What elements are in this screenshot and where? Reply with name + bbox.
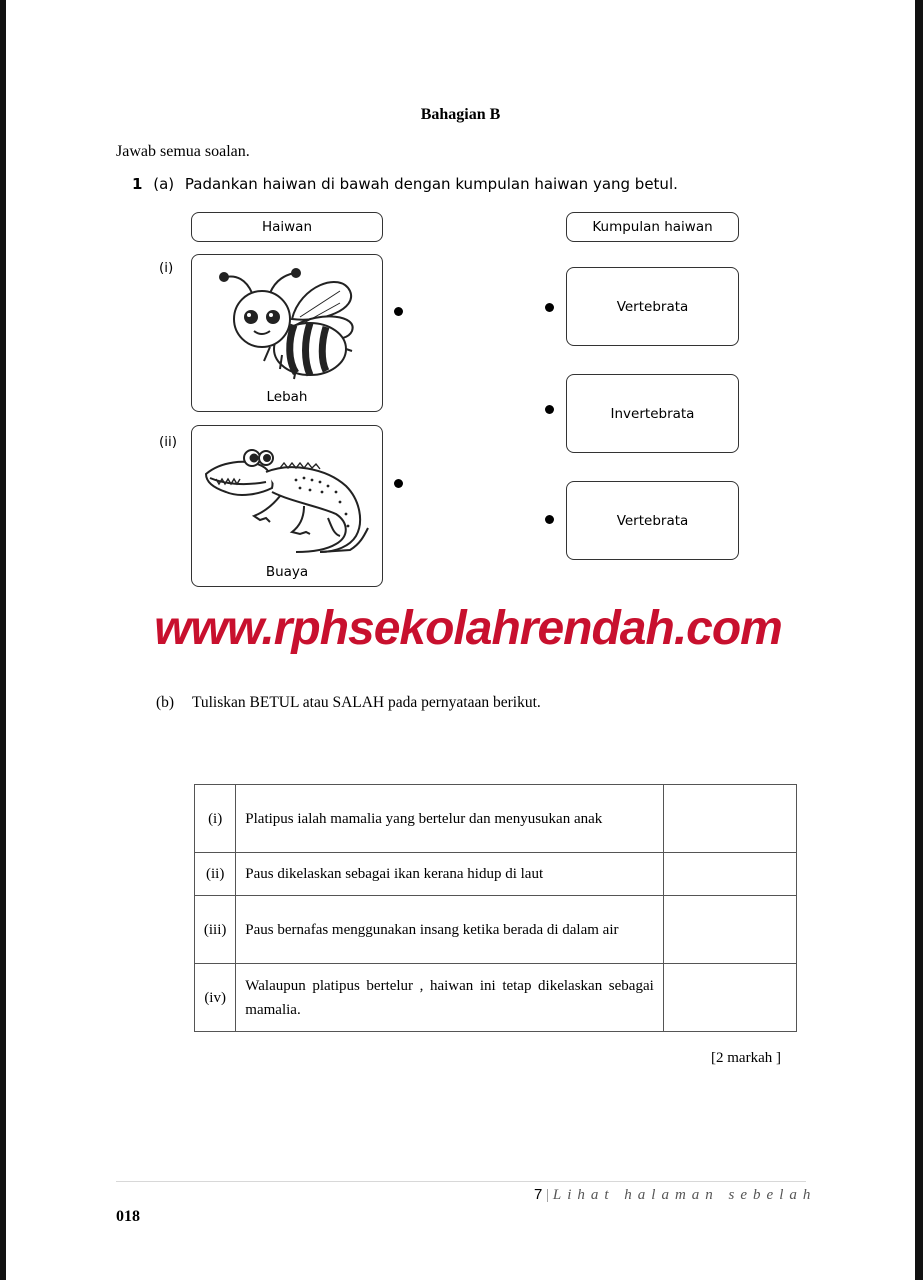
- true-false-table: [194, 784, 797, 1032]
- page-number: 7: [534, 1186, 543, 1203]
- table-row: [195, 785, 797, 853]
- exam-page: [6, 0, 915, 1280]
- header-haiwan: Haiwan: [191, 212, 383, 242]
- section-title: Bahagian B: [420, 106, 501, 123]
- part-b-text: Tuliskan BETUL atau SALAH pada pernyataan berikut.: [191, 694, 541, 711]
- row-number: (iv): [195, 964, 236, 1032]
- table-row: [195, 853, 797, 896]
- match-dot-animal-ii[interactable]: [394, 479, 403, 488]
- paper-code: 018: [116, 1208, 140, 1225]
- group-box-invertebrata: Invertebrata: [566, 374, 739, 453]
- row-number: (ii): [195, 853, 236, 896]
- animal-card-crocodile: [191, 425, 383, 587]
- part-a-label: (a): [153, 175, 175, 193]
- header-kumpulan-haiwan: Kumpulan haiwan: [566, 212, 739, 242]
- row-statement: Paus dikelaskan sebagai ikan kerana hidup di laut: [236, 853, 663, 896]
- group-box-vertebrata-2: Vertebrata: [566, 481, 739, 560]
- animal-label-lebah: Lebah: [266, 389, 308, 405]
- marks-label: [2 markah ]: [711, 1050, 781, 1066]
- svg-text:www.rphsekolahrendah.com: www.rphsekolahrendah.com: [154, 602, 782, 655]
- question-1a: [132, 175, 678, 193]
- row-statement: Paus bernafas menggunakan insang ketika berada di dalam air: [236, 896, 663, 964]
- part-a-text: Padankan haiwan di bawah dengan kumpulan haiwan yang betul.: [184, 175, 678, 193]
- answer-cell[interactable]: [663, 853, 796, 896]
- footer-separator: |: [546, 1187, 550, 1203]
- watermark-logo: [118, 598, 818, 660]
- match-dot-group-2[interactable]: [545, 405, 554, 414]
- crocodile-icon: [200, 432, 374, 558]
- animal-card-bee: [191, 254, 383, 412]
- answer-cell[interactable]: [663, 896, 796, 964]
- instruction: Jawab semua soalan.: [116, 143, 250, 160]
- row-statement: Platipus ialah mamalia yang bertelur dan menyusukan anak: [236, 785, 663, 853]
- table-row: [195, 896, 797, 964]
- footer-divider: [116, 1181, 806, 1182]
- row-number: (iii): [195, 896, 236, 964]
- match-dot-group-1[interactable]: [545, 303, 554, 312]
- group-box-vertebrata-1: Vertebrata: [566, 267, 739, 346]
- footer: [534, 1186, 816, 1204]
- animal-roman-ii: (ii): [159, 434, 178, 450]
- table-row: [195, 964, 797, 1032]
- animal-label-buaya: Buaya: [265, 564, 309, 580]
- answer-cell[interactable]: [663, 964, 796, 1032]
- footer-text: Lihat halaman sebelah: [552, 1187, 817, 1203]
- match-dot-animal-i[interactable]: [394, 307, 403, 316]
- row-number: (i): [195, 785, 236, 853]
- question-number: 1: [132, 175, 143, 193]
- match-dot-group-3[interactable]: [545, 515, 554, 524]
- question-1b: [156, 694, 541, 712]
- part-b-label: (b): [156, 694, 175, 711]
- answer-cell[interactable]: [663, 785, 796, 853]
- bee-icon: [200, 261, 374, 383]
- row-statement: Walaupun platipus bertelur , haiwan ini tetap dikelaskan sebagai mamalia.: [236, 964, 663, 1032]
- animal-roman-i: (i): [159, 260, 174, 276]
